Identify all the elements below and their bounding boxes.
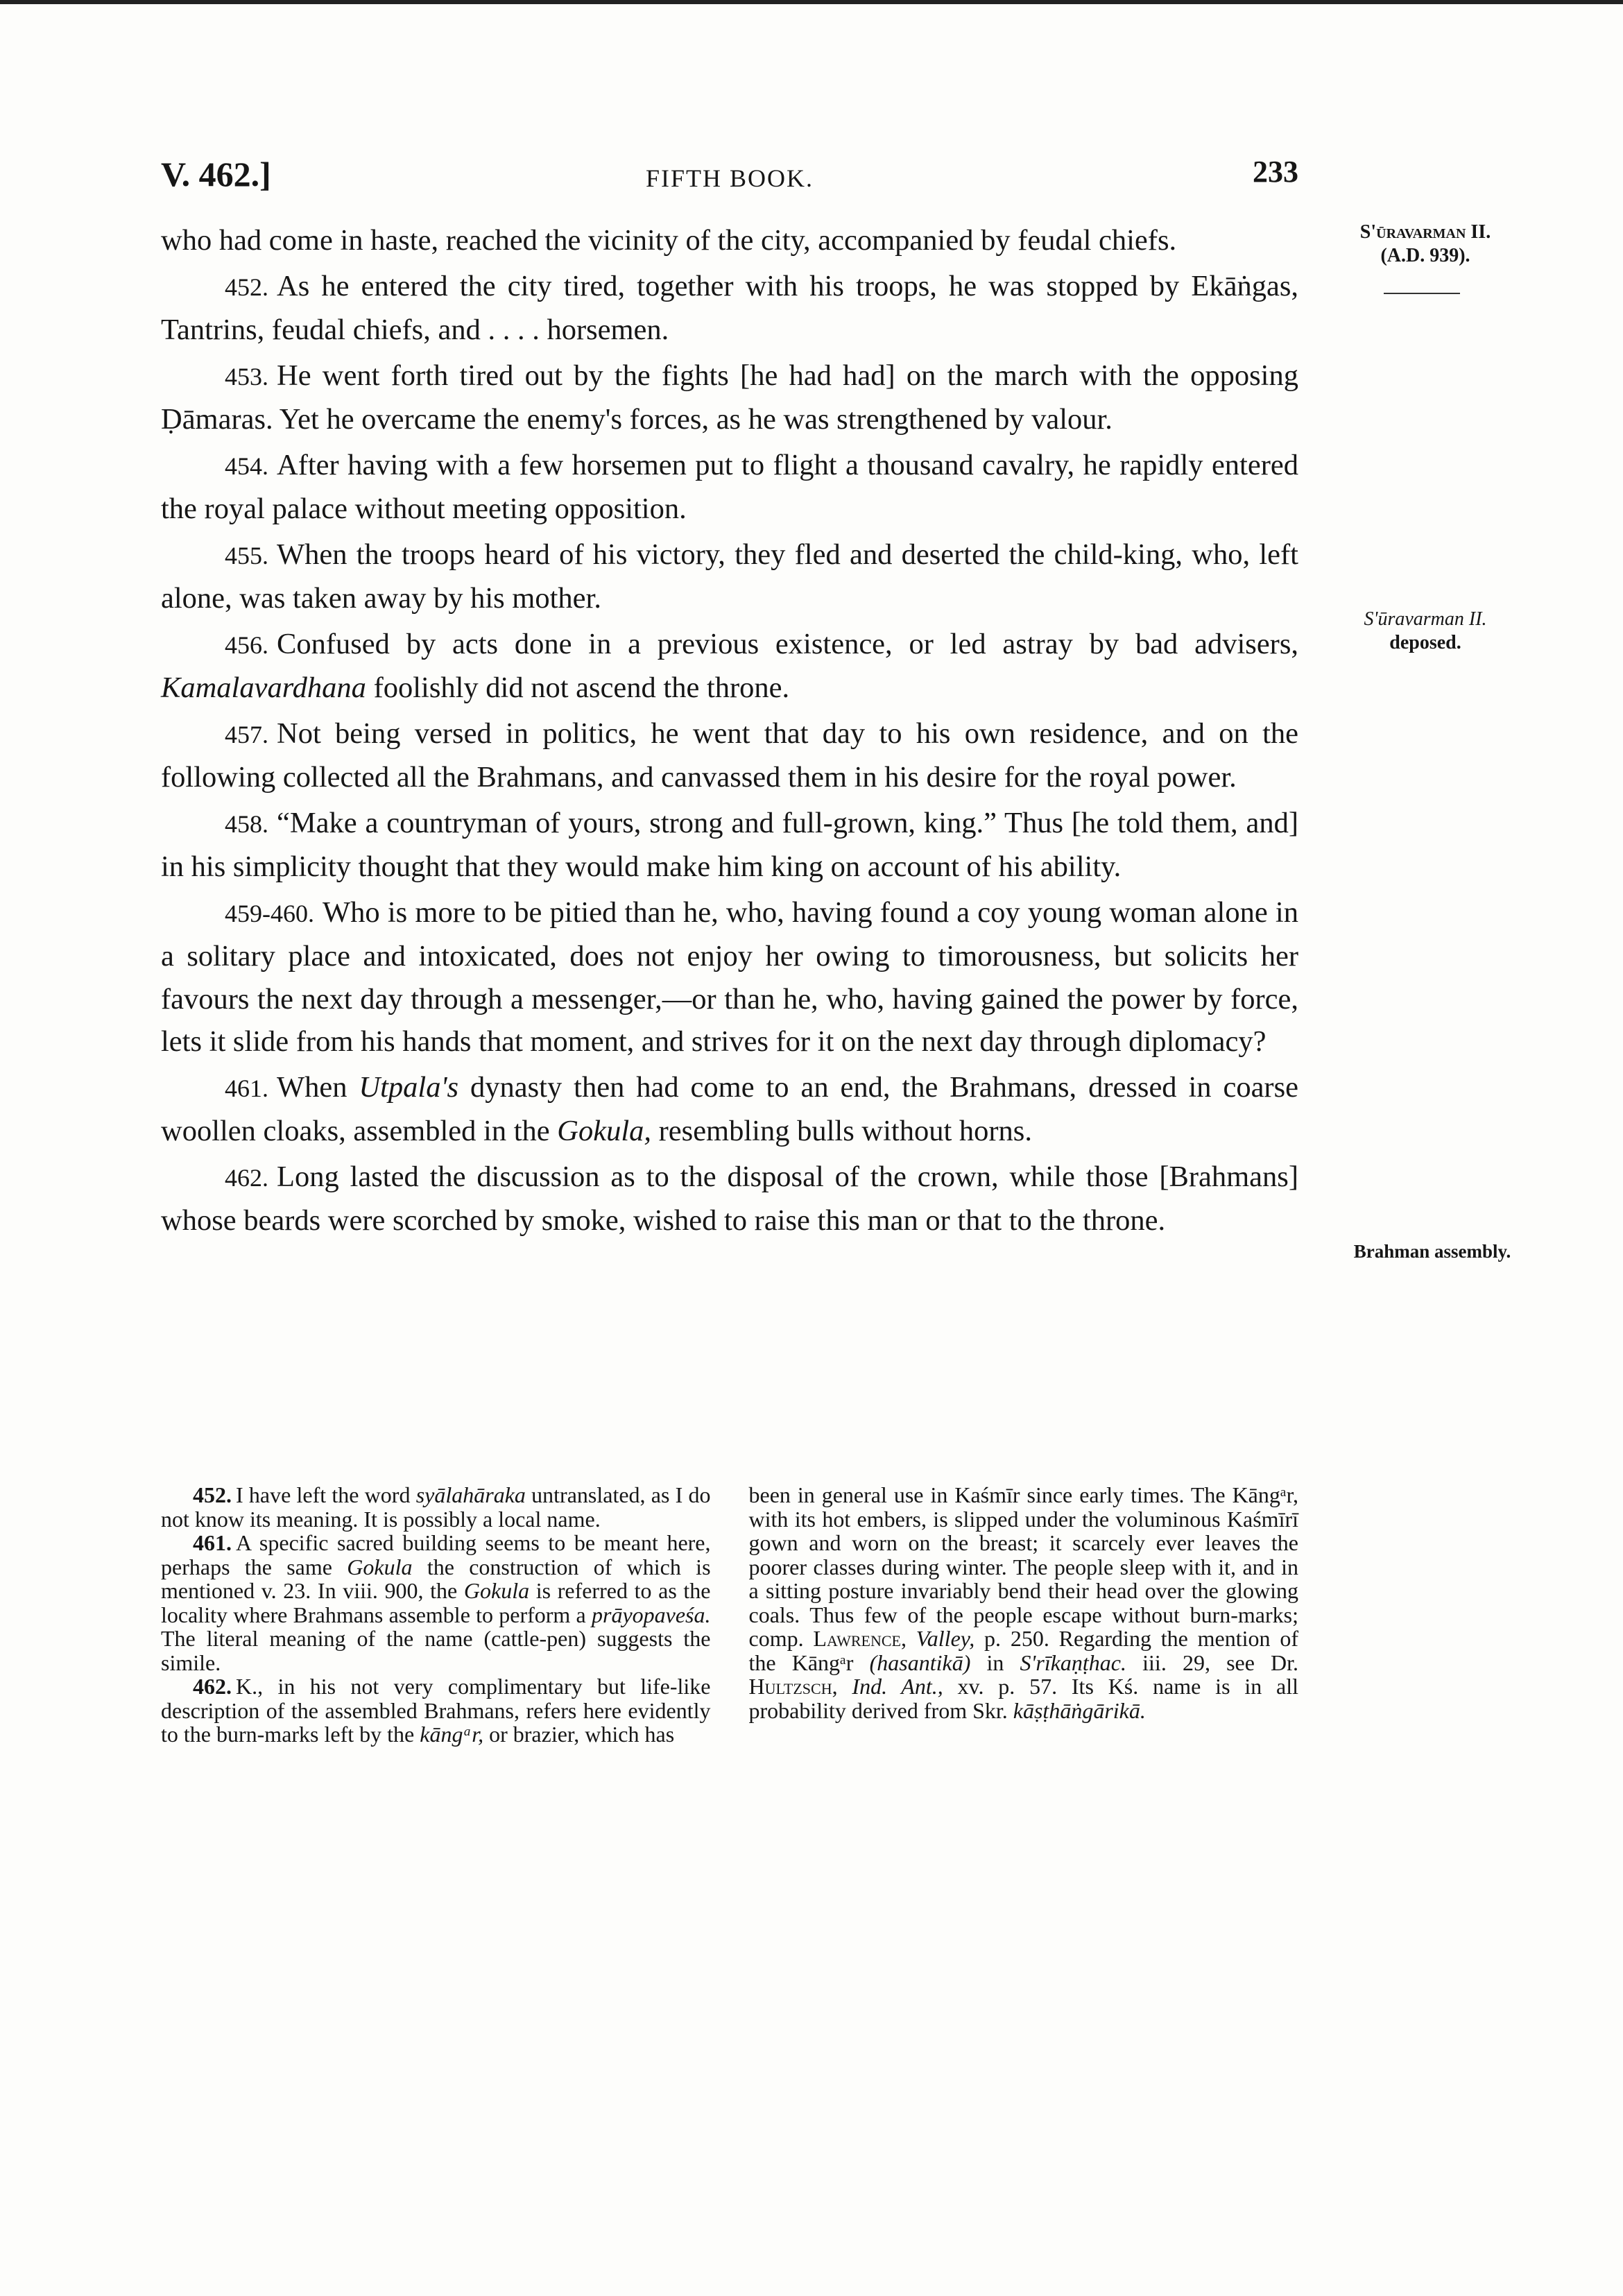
continued-paragraph: who had come in haste, reached the vicinity of the city, accompanied by feudal chiefs. bbox=[161, 224, 1177, 257]
footnote-text: p. 250. Regarding the mention of the Kāngᵃr bbox=[748, 1626, 1298, 1675]
main-text bbox=[161, 219, 1298, 1242]
verse-text: Confused by acts done in a previous existence, or led astray by bad advisers, bbox=[277, 627, 1298, 660]
footnote-term: prāyopaveśa. bbox=[591, 1602, 711, 1627]
footnote-number: 461. bbox=[193, 1530, 232, 1555]
page-number: 233 bbox=[1253, 155, 1298, 189]
verse-454 bbox=[161, 444, 1298, 531]
footnote-text: the construction of which is mentioned v. 23. In viii. 900, the bbox=[161, 1554, 711, 1603]
verse-461 bbox=[161, 1066, 1298, 1153]
footnote-term: (hasantikā) bbox=[869, 1650, 971, 1675]
footnote-462-continued bbox=[749, 1483, 1299, 1722]
verse-453 bbox=[161, 354, 1298, 441]
margin-king-date: (A.D. 939). bbox=[1380, 245, 1470, 266]
verse-text: As he entered the city tired, together with his troops, he was stopped by Ekāṅgas, Tantrins, feudal chiefs, and . . . . horsemen. bbox=[161, 269, 1298, 346]
verse-number: 461. bbox=[225, 1074, 268, 1102]
verse-458 bbox=[161, 802, 1298, 889]
verse-number: 456. bbox=[225, 631, 268, 659]
verse-number: 452. bbox=[225, 273, 268, 301]
author-name: Hultzsch, bbox=[748, 1674, 838, 1699]
footnote-text: xv. p. 57. Its Kś. name is in all probability derived from Skr. bbox=[748, 1674, 1299, 1723]
footnote-text: K., in his not very complimentary but life-like description of the assembled Brahmans, refers here evidently to the burn-marks left by the bbox=[161, 1674, 711, 1747]
author-name: Lawrence, bbox=[813, 1626, 907, 1651]
margin-note-king bbox=[1321, 221, 1529, 268]
footnote-text: I have left the word bbox=[236, 1482, 411, 1507]
book-title-ref: S'rīkaṇṭhac. bbox=[1020, 1650, 1126, 1675]
verse-number: 454. bbox=[225, 452, 268, 480]
margin-king-name: S'ūravarman II. bbox=[1359, 221, 1491, 243]
footnote-column-left bbox=[161, 1483, 711, 1747]
footnote-452 bbox=[161, 1483, 711, 1531]
verse-462 bbox=[161, 1156, 1298, 1242]
running-header bbox=[161, 154, 1298, 203]
margin-deposed-word: deposed. bbox=[1389, 632, 1461, 653]
footnote-text: The literal meaning of the name (cattle-pen) suggests the simile. bbox=[161, 1626, 711, 1675]
margin-rule bbox=[1384, 293, 1460, 294]
verse-text: Long lasted the discussion as to the disposal of the crown, while those [Brahmans] whose beards were scorched by smoke, wished to raise this man or that to the throne. bbox=[161, 1160, 1298, 1237]
verse-number: 458. bbox=[225, 809, 268, 838]
footnotes bbox=[161, 1483, 1298, 1747]
verse-number: 459-460. bbox=[225, 899, 314, 927]
footnote-text: untranslated, as I do not know its meaning. It is possibly a local name. bbox=[161, 1482, 711, 1532]
verse-number: 453. bbox=[225, 362, 268, 391]
footnote-text: iii. 29, see Dr. bbox=[1142, 1650, 1299, 1675]
footnote-text: or brazier, which has bbox=[489, 1722, 675, 1747]
dynasty-name: Utpala's bbox=[359, 1070, 459, 1104]
footnote-term: Gokula bbox=[347, 1554, 413, 1579]
footnote-number: 452. bbox=[193, 1482, 232, 1507]
footnote-term: syālahāraka bbox=[415, 1482, 526, 1507]
verse-text: “Make a countryman of yours, strong and full-grown, king.” Thus [he told them, and] in his simplicity thought that they would make him king on account of his ability. bbox=[161, 806, 1298, 883]
verse-455 bbox=[161, 533, 1298, 620]
verse-text: dynasty then had come to an end, the Brahmans, dressed in coarse woollen cloaks, assembled in the bbox=[161, 1070, 1298, 1147]
verse-459-460 bbox=[161, 891, 1298, 1063]
verse-text: foolishly did not ascend the throne. bbox=[373, 671, 790, 704]
verse-text: Not being versed in politics, he went that day to his own residence, and on the following collected all the Brahmans, and canvassed them in his desire for the royal power. bbox=[161, 717, 1298, 794]
book-title-ref: Ind. Ant., bbox=[852, 1674, 943, 1699]
footnote-text: A specific sacred building seems to be meant here, perhaps the same bbox=[161, 1530, 711, 1579]
margin-deposed-name: S'ūravarman II. bbox=[1364, 608, 1487, 630]
footnote-text: in bbox=[986, 1650, 1004, 1675]
verse-number: 457. bbox=[225, 720, 268, 748]
person-name: Kamalavardhana bbox=[161, 671, 366, 704]
footnote-term: kāngᵃr, bbox=[420, 1722, 484, 1747]
verse-457 bbox=[161, 712, 1298, 799]
margin-note-assembly: Brahman assembly. bbox=[1353, 1241, 1511, 1262]
margin-note-deposed bbox=[1321, 608, 1529, 655]
verse-text: When bbox=[277, 1070, 347, 1104]
verse-text: When the troops heard of his victory, they fled and deserted the child-king, who, left alone, was taken away by his mother. bbox=[161, 538, 1298, 615]
verse-reference: V. 462.] bbox=[161, 155, 271, 194]
verse-number: 462. bbox=[225, 1163, 268, 1192]
footnote-term: kāṣṭhāṅgārikā. bbox=[1013, 1697, 1146, 1723]
footnote-column-right bbox=[749, 1483, 1299, 1747]
top-border bbox=[0, 0, 1623, 4]
footnote-number: 462. bbox=[193, 1674, 232, 1699]
footnote-text: is referred to as the locality where Brahmans assemble to perform a bbox=[161, 1578, 711, 1627]
verse-452 bbox=[161, 265, 1298, 352]
book-title-ref: Valley, bbox=[916, 1626, 975, 1651]
footnote-text: been in general use in Kaśmīr since early times. The Kāngᵃr, with its hot embers, is slipped under the voluminous Kaśmīrī gown and worn on the breast; it scarcely ever leaves the poorer classes during winter. The people sleep with it, and in a sitting posture invariably bend their head over the glowing coals. Thus few of the people escape without burn-marks; comp. bbox=[748, 1482, 1298, 1651]
verse-text: resembling bulls without horns. bbox=[658, 1115, 1032, 1147]
verse-text: Who is more to be pitied than he, who, having found a coy young woman alone in a solitary place and intoxicated, does not enjoy her owing to timorousness, but solicits her favours the next day through a messenger,—or than he, who, having gained the power by force, lets it slide from his hands that moment, and strives for it on the next day through diplomacy? bbox=[161, 896, 1298, 1058]
verse-number: 455. bbox=[225, 541, 268, 569]
footnote-461 bbox=[161, 1531, 711, 1674]
verse-456 bbox=[161, 623, 1298, 710]
place-name: Gokula, bbox=[557, 1115, 652, 1147]
footnote-462 bbox=[161, 1674, 711, 1747]
verse-text: After having with a few horsemen put to flight a thousand cavalry, he rapidly entered the royal palace without meeting opposition. bbox=[161, 448, 1298, 525]
book-title: FIFTH BOOK. bbox=[645, 164, 814, 192]
verse-text: He went forth tired out by the fights [he had had] on the march with the opposing Ḍāmaras. Yet he overcame the enemy's forces, as he was strengthened by valour. bbox=[161, 359, 1298, 436]
footnote-term: Gokula bbox=[463, 1578, 530, 1603]
